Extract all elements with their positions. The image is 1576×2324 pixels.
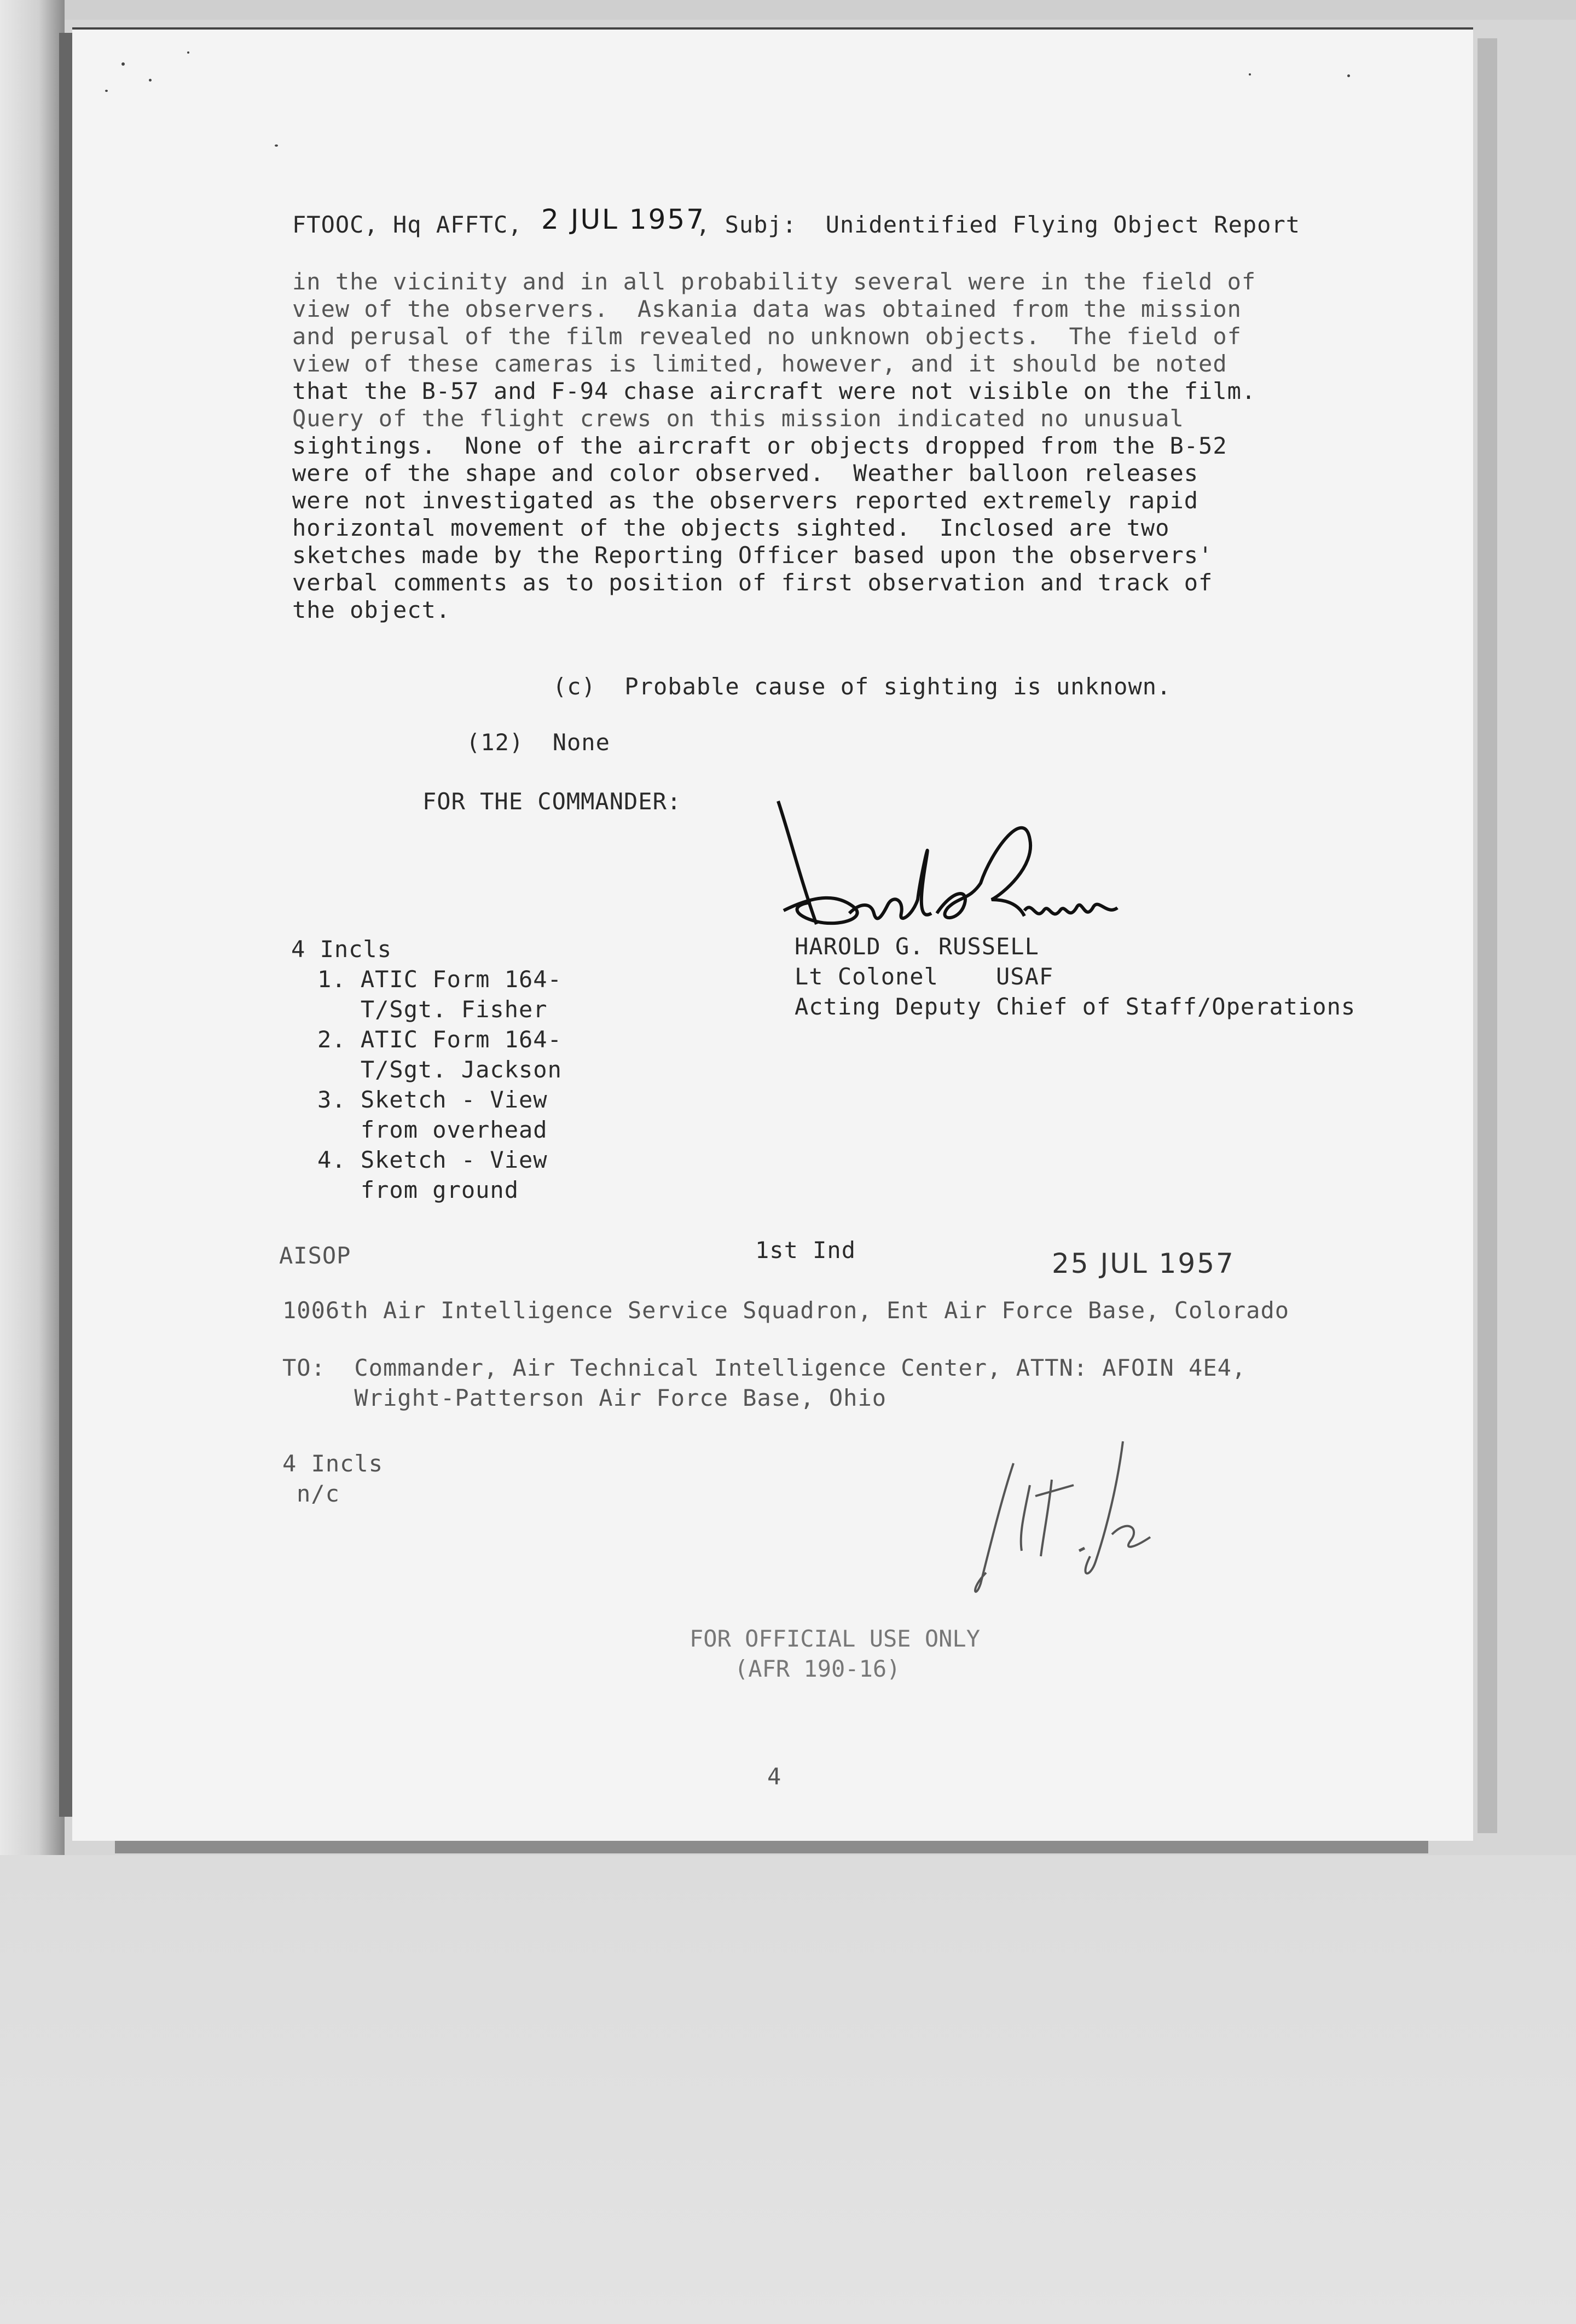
- header-subject: , Subj: Unidentified Flying Object Report: [696, 211, 1301, 238]
- body-line: view of these cameras is limited, however, and it should be noted: [292, 350, 1227, 377]
- body-line: sightings. None of the aircraft or objects dropped from the B-52: [292, 432, 1227, 459]
- body-line: horizontal movement of the objects sighted. Inclosed are two: [292, 514, 1170, 541]
- scan-speck: [121, 62, 125, 66]
- page-number: 4: [767, 1763, 782, 1790]
- body-line: and perusal of the film revealed no unknown objects. The field of: [292, 323, 1242, 350]
- header-date-stamp: 2 JUL 1957: [541, 204, 706, 235]
- body-line: the object.: [292, 596, 451, 623]
- endorsement-to-line2: Wright-Patterson Air Force Base, Ohio: [282, 1384, 887, 1411]
- body-line: verbal comments as to position of first observation and track of: [292, 569, 1213, 596]
- endorsement-from: 1006th Air Intelligence Service Squadron, Ent Air Force Base, Colorado: [282, 1297, 1290, 1324]
- inclosure-line: 1. ATIC Form 164-: [317, 966, 562, 993]
- endorsement-date-stamp: 25 JUL 1957: [1052, 1248, 1235, 1279]
- scan-speck: [275, 144, 278, 147]
- body-line: were of the shape and color observed. Weather balloon releases: [292, 460, 1199, 486]
- body-line: sketches made by the Reporting Officer based upon the observers': [292, 542, 1213, 569]
- page-shadow-right: [1478, 38, 1497, 1833]
- signer-title: Acting Deputy Chief of Staff/Operations: [795, 993, 1356, 1020]
- inclosure-line: from overhead: [317, 1116, 548, 1143]
- endorsement-incls: 4 Incls: [282, 1450, 384, 1477]
- signer-name: HAROLD G. RUSSELL: [795, 933, 1039, 960]
- film-lower-area: [0, 1855, 1576, 2324]
- signature-russell: [773, 796, 1123, 954]
- inclosure-line: T/Sgt. Jackson: [317, 1056, 562, 1083]
- body-line: that the B-57 and F-94 chase aircraft were not visible on the film.: [292, 378, 1256, 404]
- inclosure-line: 3. Sketch - View: [317, 1086, 548, 1113]
- body-line: were not investigated as the observers reported extremely rapid: [292, 487, 1199, 514]
- endorsement-label: 1st Ind: [755, 1237, 856, 1264]
- item-c: (c) Probable cause of sighting is unknown.: [553, 673, 1172, 700]
- for-the-commander: FOR THE COMMANDER:: [422, 788, 682, 815]
- scan-speck: [1347, 74, 1350, 77]
- footer-classification: FOR OFFICIAL USE ONLY: [690, 1625, 981, 1652]
- scan-speck: [1249, 73, 1251, 76]
- film-border-top: [0, 0, 1576, 20]
- inclosure-line: T/Sgt. Fisher: [317, 996, 548, 1023]
- inclosures-heading: 4 Incls: [291, 936, 392, 963]
- endorsement-nc: n/c: [297, 1480, 340, 1507]
- inclosure-line: 4. Sketch - View: [317, 1146, 548, 1173]
- endorsement-to-line1: TO: Commander, Air Technical Intelligence Center, ATTN: AFOIN 4E4,: [282, 1354, 1247, 1381]
- document-page: [72, 27, 1473, 1841]
- item-12: (12) None: [466, 729, 610, 756]
- footer-regulation: (AFR 190-16): [734, 1655, 901, 1682]
- body-line: in the vicinity and in all probability several were in the field of: [292, 268, 1256, 295]
- body-line: view of the observers. Askania data was obtained from the mission: [292, 295, 1242, 322]
- signer-rank: Lt Colonel USAF: [795, 963, 1054, 990]
- inclosure-line: from ground: [317, 1177, 519, 1203]
- header-office: FTOOC, Hq AFFTC,: [292, 211, 523, 238]
- endorsement-symbol: AISOP: [279, 1242, 351, 1269]
- body-line: Query of the flight crews on this mission indicated no unusual: [292, 405, 1184, 432]
- scan-speck: [187, 51, 189, 54]
- initials-signature: [948, 1419, 1178, 1606]
- inclosure-line: 2. ATIC Form 164-: [317, 1026, 562, 1053]
- scan-speck: [105, 90, 108, 92]
- scan-speck: [149, 79, 152, 82]
